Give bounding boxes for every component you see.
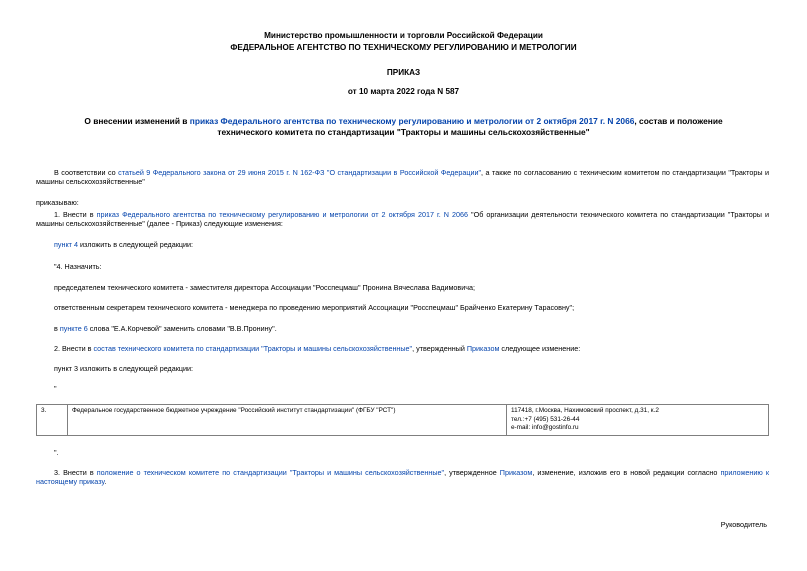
point-6-text-1: в <box>54 324 60 333</box>
item-2-order-link[interactable]: Приказом <box>466 344 500 353</box>
quote-start: "4. Назначить: <box>54 262 102 271</box>
chair-paragraph: председателем технического комитета - заместителя директора Ассоциации "Росспецмаш" Пронина Вячеслава Вадимовича; <box>54 283 475 292</box>
regulation-link[interactable]: положение о техническом комитете по стандартизации "Тракторы и машины сельскохозяйственные" <box>96 468 445 477</box>
item-3-text-2: , утвержденное <box>444 468 500 477</box>
member-email: e-mail: info@gostinfo.ru <box>511 424 579 432</box>
order-word: приказываю: <box>36 198 79 207</box>
item-1-order-link[interactable]: приказ Федерального агентства по техническому регулированию и метрологии от 2 октября 2017 г. N 2066 <box>96 210 468 219</box>
point-4-text: изложить в следующей редакции: <box>77 240 194 249</box>
law-article-link[interactable]: статьей 9 Федерального закона от 29 июня 2015 г. N 162-ФЗ "О стандартизации в Российской Федерации" <box>118 168 482 177</box>
signature-title: Руководитель <box>720 520 767 529</box>
member-table <box>36 404 769 436</box>
doc-type: ПРИКАЗ <box>386 68 421 77</box>
appendix-link[interactable]: приложению к настоящему приказу <box>36 468 769 486</box>
committee-composition-link[interactable]: состав технического комитета по стандартизации "Тракторы и машины сельскохозяйственные" <box>93 344 413 353</box>
doc-title <box>60 116 747 137</box>
doc-date-number: от 10 марта 2022 года N 587 <box>347 87 460 96</box>
item-2-paragraph <box>54 344 769 353</box>
item-3-order-link[interactable]: Приказом <box>499 468 533 477</box>
quote-open-mark: " <box>54 384 57 393</box>
member-address: 117418, г.Москва, Нахимовский проспект, д.31, к.2 <box>511 407 659 414</box>
member-number: 3. <box>37 405 68 436</box>
secretary-paragraph: ответственным секретарем технического комитета - менеджера по проведению мероприятий Ассоциации "Росспецмаш" Брайченко Екатерину Тарасовну"; <box>54 303 575 312</box>
preamble-text-2: , а также по согласованию с техническим комитетом по стандартизации "Тракторы и машины сельскохозяйственные" <box>36 168 769 186</box>
point-6-link[interactable]: пункте 6 <box>59 324 88 333</box>
item-3-text-3: , изменение, изложив его в новой редакции согласно <box>532 468 721 477</box>
title-order-link[interactable]: приказ Федерального агентства по техническому регулированию и метрологии от 2 октября 2017 г. N 2066 <box>189 116 635 126</box>
item-1-text-2: "Об организации деятельности технического комитета по стандартизации "Тракторы и машины сельскохозяйственные" (далее - Приказ) следующие изменения: <box>36 210 769 228</box>
preamble-paragraph <box>36 168 769 186</box>
point-6-paragraph <box>54 324 769 333</box>
preamble-text-1: В соответствии со <box>54 168 119 177</box>
item-2-text-1: 2. Внести в <box>54 344 94 353</box>
point-4-paragraph <box>54 240 769 249</box>
point-6-text-2: слова "Е.А.Корчевой" заменить словами "В.В.Пронину". <box>87 324 277 333</box>
agency-name: ФЕДЕРАЛЬНОЕ АГЕНТСТВО ПО ТЕХНИЧЕСКОМУ РЕГУЛИРОВАНИЮ И МЕТРОЛОГИИ <box>230 43 577 52</box>
point-3-paragraph: пункт 3 изложить в следующей редакции: <box>54 364 194 373</box>
item-3-paragraph <box>36 468 769 486</box>
table-row <box>37 405 769 436</box>
item-3-text-4: . <box>104 477 107 486</box>
member-phone: тел.:+7 (495) 531-26-44 <box>511 415 580 423</box>
member-organization: Федеральное государственное бюджетное учреждение "Российский институт стандартизации" (ФГБУ "РСТ") <box>68 405 507 436</box>
member-contacts <box>507 405 769 436</box>
item-1-paragraph <box>36 210 769 228</box>
quote-close-mark: ". <box>54 448 59 457</box>
title-prefix: О внесении изменений в <box>84 116 190 126</box>
ministry-name: Министерство промышленности и торговли Российской Федерации <box>264 31 543 40</box>
item-3-text-1: 3. Внести в <box>54 468 97 477</box>
item-2-text-3: следующее изменение: <box>499 344 581 353</box>
title-suffix: , состав и положение технического комитета по стандартизации "Тракторы и машины сельскохозяйственные" <box>217 116 723 137</box>
point-4-link[interactable]: пункт 4 <box>54 240 78 249</box>
item-1-text-1: 1. Внести в <box>54 210 97 219</box>
item-2-text-2: , утвержденный <box>412 344 467 353</box>
